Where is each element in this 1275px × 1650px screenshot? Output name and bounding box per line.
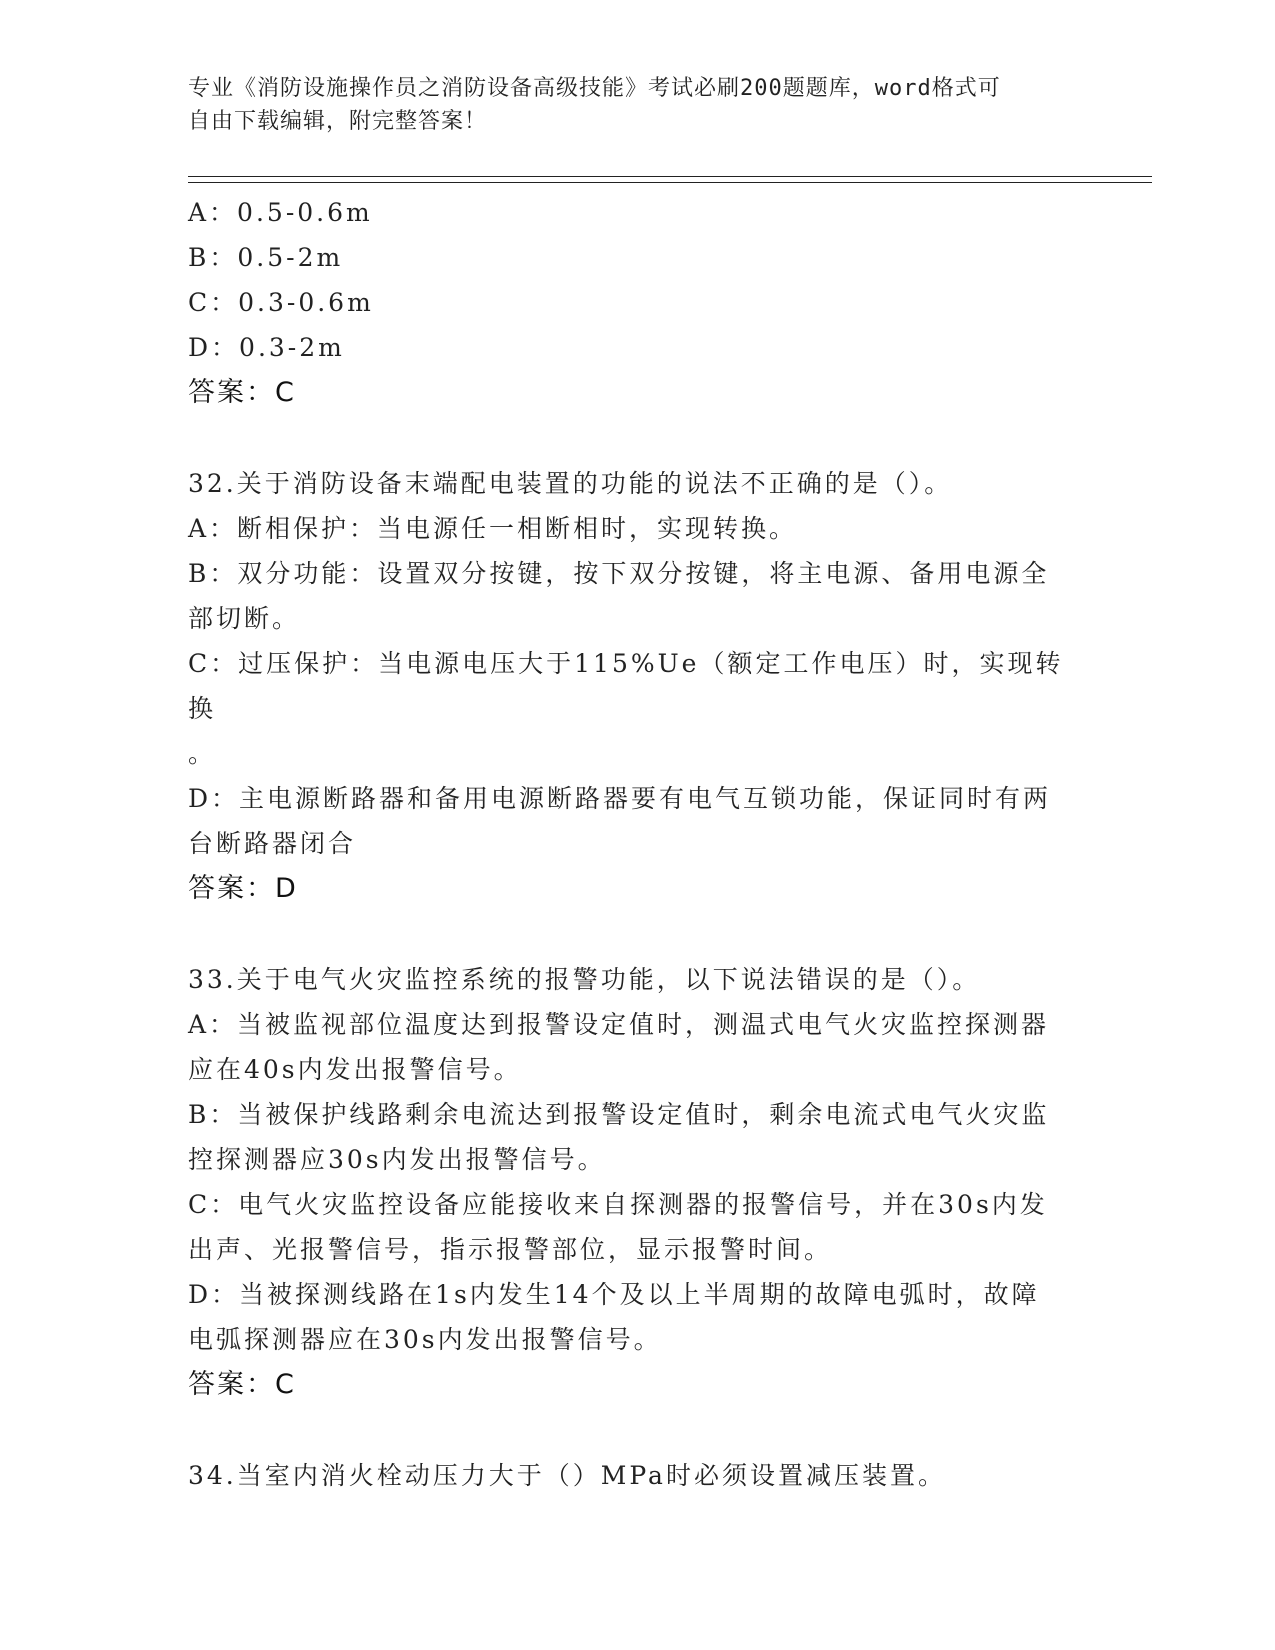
question-32 [188,461,1088,912]
option-d: D：当被探测线路在1s内发生14个及以上半周期的故障电弧时，故障 [188,1280,1040,1309]
option-b: B：双分功能：设置双分按键，按下双分按键，将主电源、备用电源全 [188,559,1050,588]
question-stem: 33.关于电气火灾监控系统的报警功能，以下说法错误的是（）。 [188,965,981,994]
option-d-continued: 台断路器闭合 [188,829,357,858]
spacer [188,912,1088,957]
header-rule-top [188,176,1152,177]
option-d: D：0.3-2m [188,333,345,362]
answer-line: 答案：C [188,377,296,408]
document-header [188,72,1088,138]
question-content [188,190,1088,1498]
spacer [188,416,1088,461]
option-c-continued: 出声、光报警信号，指示报警部位，显示报警时间。 [188,1235,833,1264]
option-a-continued: 应在40s内发出报警信号。 [188,1055,522,1084]
option-b-continued: 部切断。 [188,604,301,633]
option-a: A：当被监视部位温度达到报警设定值时，测温式电气火灾监控探测器 [188,1010,1050,1039]
option-b-continued: 控探测器应30s内发出报警信号。 [188,1145,606,1174]
header-rule-bottom [188,182,1152,183]
spacer [188,1408,1088,1453]
option-c: C：过压保护：当电源电压大于115%Ue（额定工作电压）时，实现转换 [188,649,1064,723]
option-c: C：电气火灾监控设备应能接收来自探测器的报警信号，并在30s内发 [188,1190,1048,1219]
option-d: D：主电源断路器和备用电源断路器要有电气互锁功能，保证同时有两 [188,784,1052,813]
answer-line: 答案：D [188,873,298,904]
header-line-1: 专业《消防设施操作员之消防设备高级技能》考试必刷200题题库，word格式可 [188,76,1001,101]
question-33 [188,957,1088,1408]
option-c-continued: 。 [188,739,217,768]
header-line-2: 自由下载编辑，附完整答案！ [188,109,488,134]
question-stem: 32.关于消防设备末端配电装置的功能的说法不正确的是（）。 [188,469,953,498]
option-a: A：0.5-0.6m [188,198,373,227]
question-stem: 34.当室内消火栓动压力大于（）MPa时必须设置减压装置。 [188,1461,946,1490]
answer-line: 答案：C [188,1369,296,1400]
question-34 [188,1453,1088,1498]
option-a: A：断相保护：当电源任一相断相时，实现转换。 [188,514,798,543]
option-b: B：0.5-2m [188,243,344,272]
option-d-continued: 电弧探测器应在30s内发出报警信号。 [188,1325,662,1354]
option-b: B：当被保护线路剩余电流达到报警设定值时，剩余电流式电气火灾监 [188,1100,1050,1129]
option-c: C：0.3-0.6m [188,288,374,317]
question-31-tail [188,190,1088,416]
